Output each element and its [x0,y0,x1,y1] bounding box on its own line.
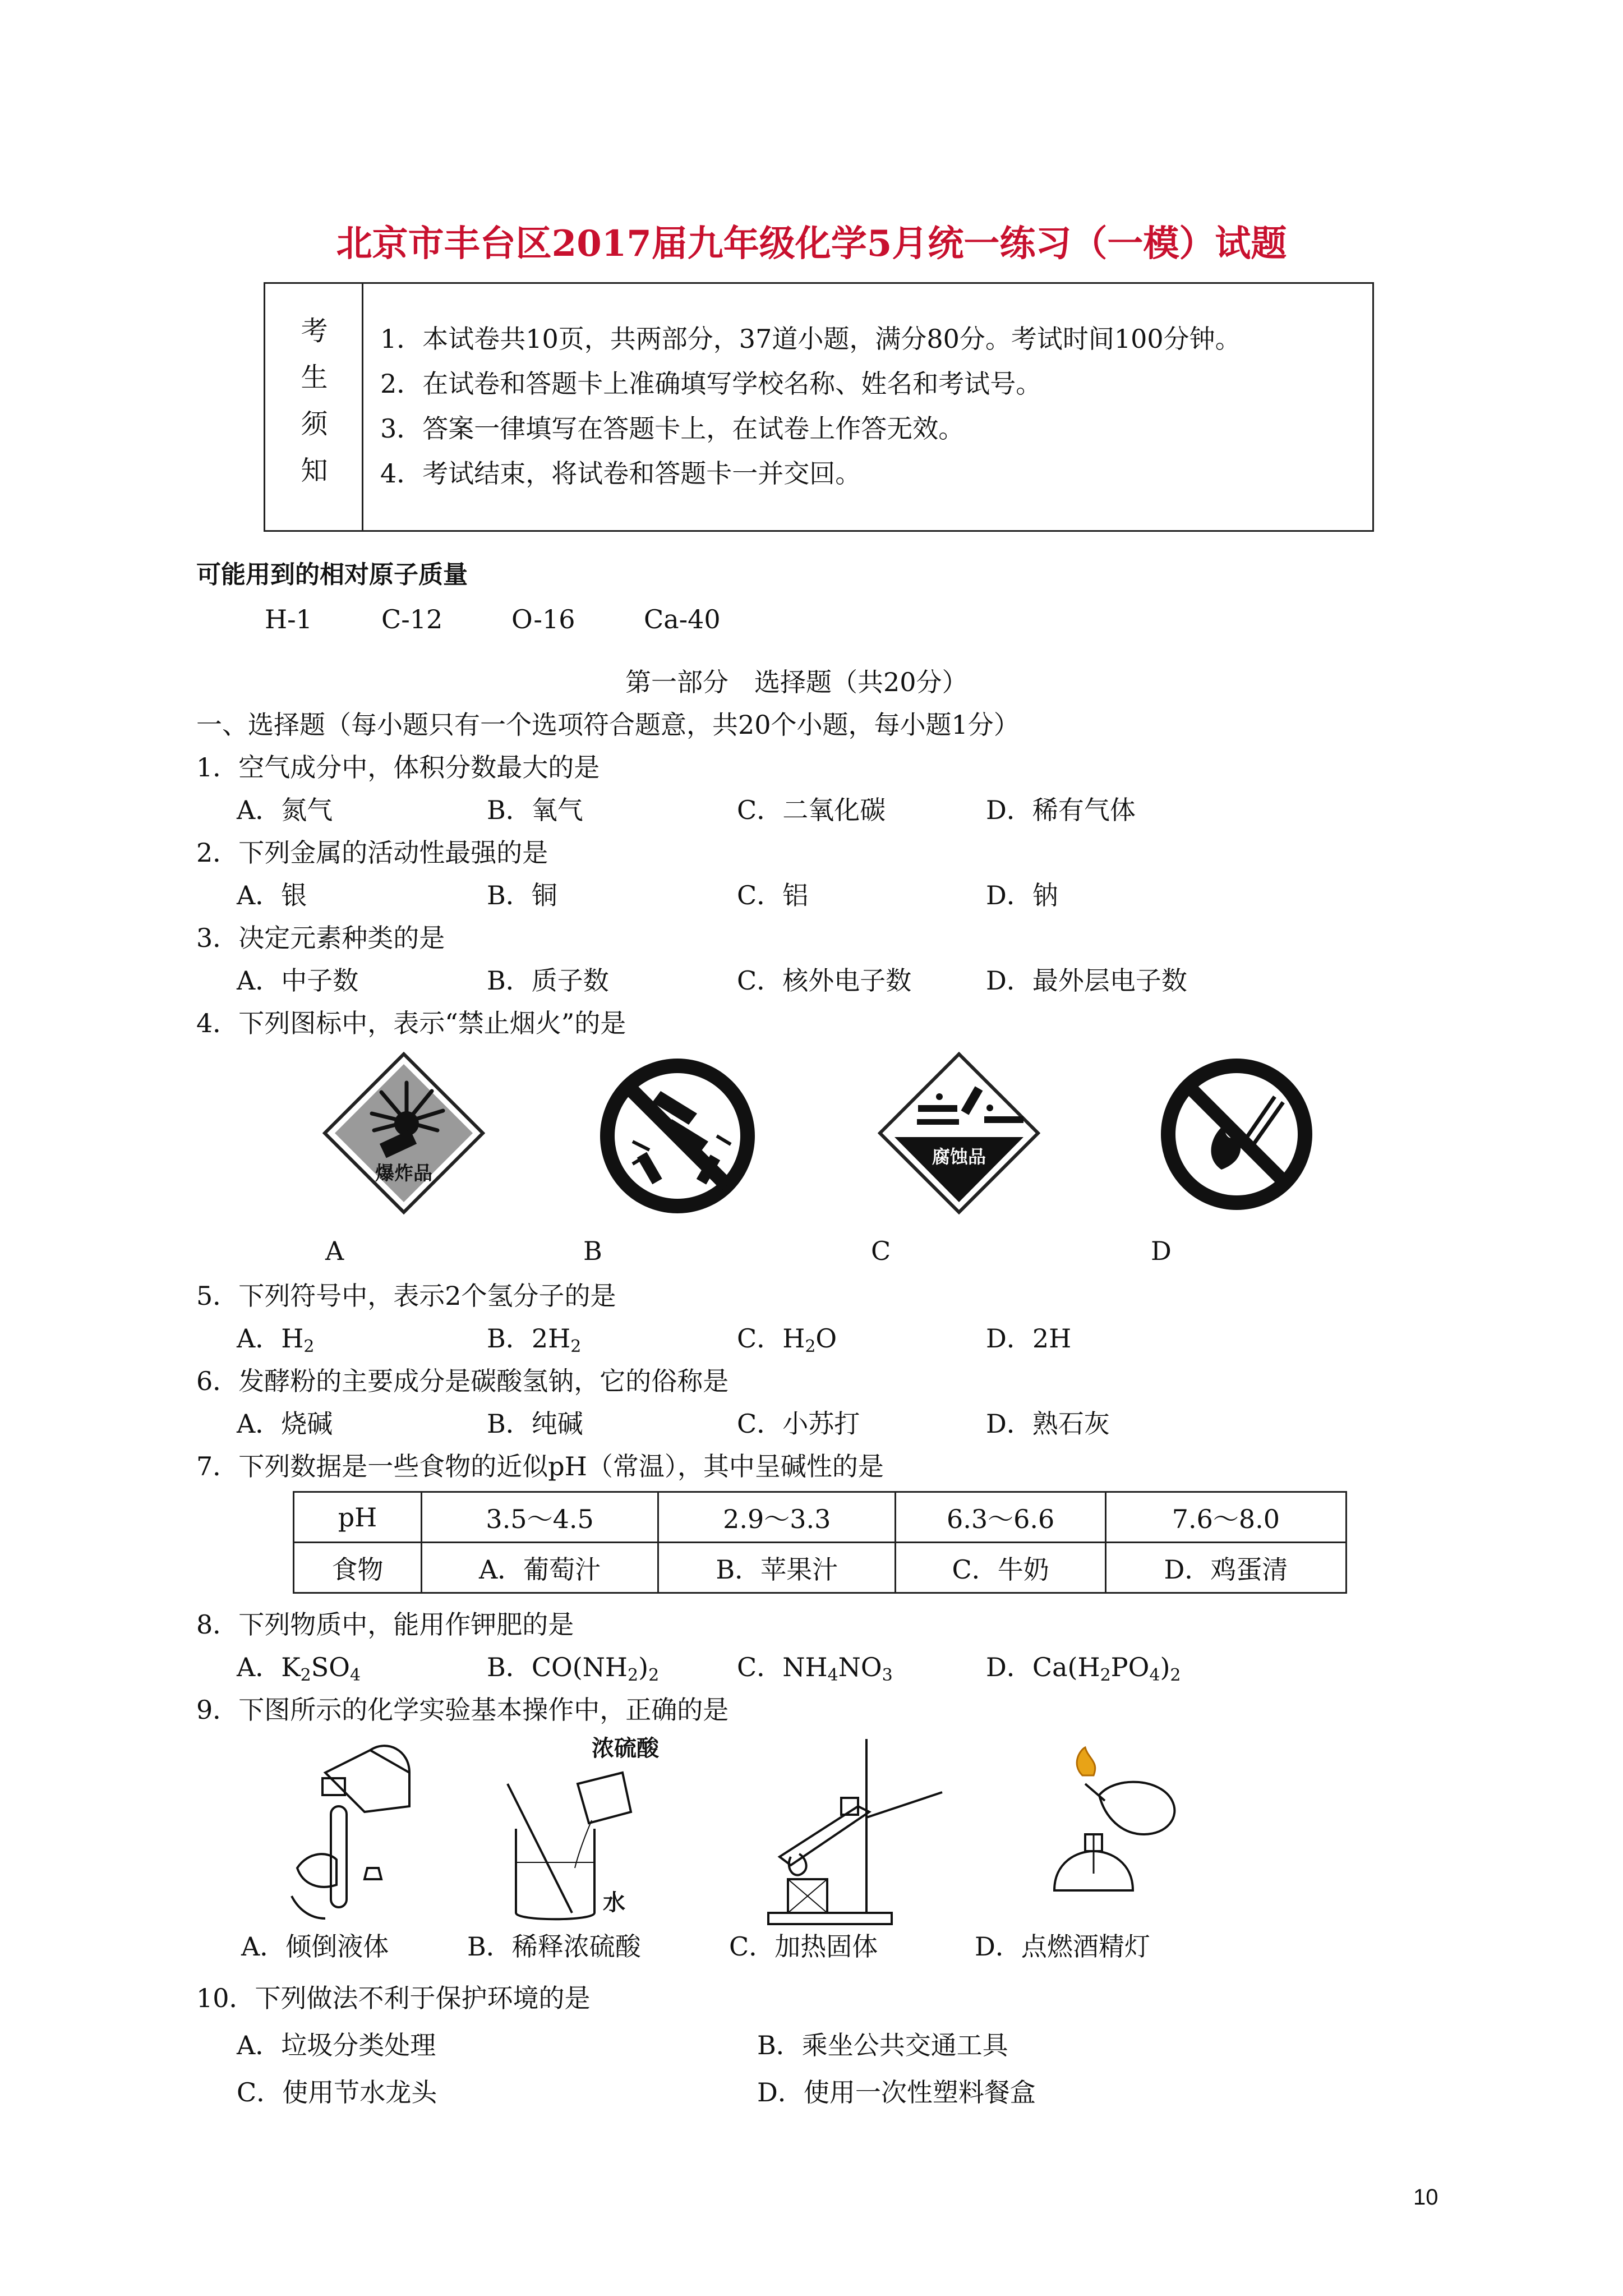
table-cell: C．牛奶 [896,1543,1105,1593]
question-stem: 1．空气成分中，体积分数最大的是 [196,752,600,783]
explosive-sign-text: 爆炸品 [375,1162,432,1185]
question-stem: 3．决定元素种类的是 [196,923,445,953]
pouring-liquid-figure [275,1739,443,1930]
option: C．二氧化碳 [737,795,886,825]
notice-rule: 1．本试卷共10页，共两部分，37道小题，满分80分。考试时间100分钟。 [380,324,1241,354]
option: D．最外层电子数 [986,965,1187,996]
question-stem: 6．发酵粉的主要成分是碳酸氢钠，它的俗称是 [196,1366,729,1396]
option: A．垃圾分类处理 [237,2030,436,2060]
question-stem: 5．下列符号中，表示2个氢分子的是 [196,1281,616,1311]
option: D．$Ca(H_2PO_4)_2$ [986,1652,1181,1685]
part-heading: 第一部分 选择题（共20分） [625,667,968,697]
table-cell: 2.9～3.3 [658,1492,896,1543]
figure-label: 浓硫酸 [592,1736,659,1761]
atomic-mass-value: Ca-40 [644,604,721,634]
option: A．银 [237,880,307,910]
option: B．氧气 [487,795,583,825]
option: A．中子数 [237,965,359,996]
option: D．熟石灰 [986,1409,1110,1439]
notice-label [265,284,363,530]
table-cell: 3.5～4.5 [422,1492,658,1543]
page-title: 北京市丰台区2017届九年级化学5月统一练习（一模）试题 [336,223,1287,265]
table-cell: pH [294,1492,422,1543]
table-cell: B．苹果汁 [658,1543,896,1593]
table-cell: 食物 [294,1543,422,1593]
notice-label-char: 须 [301,408,328,440]
question-stem: 7．下列数据是一些食物的近似pH（常温），其中呈碱性的是 [196,1451,884,1481]
option: B．质子数 [487,965,609,996]
notice-label-char: 知 [301,455,328,486]
sign-label: B [583,1236,602,1266]
ph-table [293,1491,1347,1594]
table-cell: 6.3～6.6 [896,1492,1105,1543]
atomic-mass-heading: 可能用到的相对原子质量 [196,560,468,589]
option: C．铝 [737,880,809,910]
option: C．$NH_4NO_3$ [737,1652,893,1685]
option: B．$2H_2$ [487,1323,582,1356]
no-fireworks-sign-icon [599,1057,756,1214]
no-fire-sign-icon [1160,1057,1314,1212]
figure-label: 水 [603,1890,625,1916]
question-stem: 9．下图所示的化学实验基本操作中，正确的是 [196,1695,729,1725]
alcohol-lamp-figure [1032,1745,1200,1918]
option: D．使用一次性塑料餐盒 [757,2077,1036,2108]
atomic-mass-value: O-16 [511,604,575,634]
corrosive-sign-text: 腐蚀品 [932,1146,986,1167]
notice-rule: 3．答案一律填写在答题卡上，在试卷上作答无效。 [380,413,965,444]
option: D．稀有气体 [986,795,1136,825]
option: B．乘坐公共交通工具 [757,2030,1008,2060]
table-row [294,1492,1347,1543]
option: B．铜 [487,880,557,910]
sign-label: A [325,1236,344,1266]
section-heading: 一、选择题（每小题只有一个选项符合题意，共20个小题，每小题1分） [196,710,1020,740]
corrosive-sign-icon [878,1052,1040,1214]
option: B．稀释浓硫酸 [467,1931,641,1962]
sign-label: D [1151,1236,1172,1266]
table-cell: D．鸡蛋清 [1105,1543,1346,1593]
page-number: 10 [1413,2185,1438,2210]
option: D．2H [986,1323,1072,1354]
table-cell: A．葡萄汁 [422,1543,658,1593]
table-cell: 7.6～8.0 [1105,1492,1346,1543]
heating-solid-figure [757,1728,959,1930]
notice-rule: 2．在试卷和答题卡上准确填写学校名称、姓名和考试号。 [380,369,1042,399]
question-stem: 10．下列做法不利于保护环境的是 [196,1983,591,2013]
option: B．$CO(NH_2)_2$ [487,1652,660,1685]
option: D．点燃酒精灯 [975,1931,1150,1962]
notice-rule: 4．考试结束，将试卷和答题卡一并交回。 [380,458,861,489]
atomic-mass-value: C-12 [381,604,443,634]
table-row [294,1543,1347,1593]
option: B．纯碱 [487,1409,583,1439]
option: A．$H_2$ [237,1323,315,1356]
option: A．烧碱 [237,1409,333,1439]
dilute-acid-figure [494,1728,684,1930]
notice-box [264,282,1374,532]
option: C．$H_2O$ [737,1323,837,1356]
option: C．小苏打 [737,1409,860,1439]
notice-label-char: 生 [301,362,328,393]
atomic-mass-value: H-1 [265,604,312,634]
option: C．使用节水龙头 [237,2077,437,2108]
question-stem: 2．下列金属的活动性最强的是 [196,838,548,868]
option: C．加热固体 [729,1931,878,1962]
question-stem: 8．下列物质中，能用作钾肥的是 [196,1609,574,1640]
option: A．倾倒液体 [241,1931,389,1962]
option: D．钠 [986,880,1058,910]
option: A．氮气 [237,795,333,825]
sign-label: C [871,1236,891,1266]
option: A．$K_2SO_4$ [237,1652,361,1685]
explosive-sign-icon [322,1052,485,1214]
question-stem: 4．下列图标中，表示“禁止烟火”的是 [196,1008,626,1038]
option: C．核外电子数 [737,965,912,996]
notice-label-char: 考 [301,315,328,347]
